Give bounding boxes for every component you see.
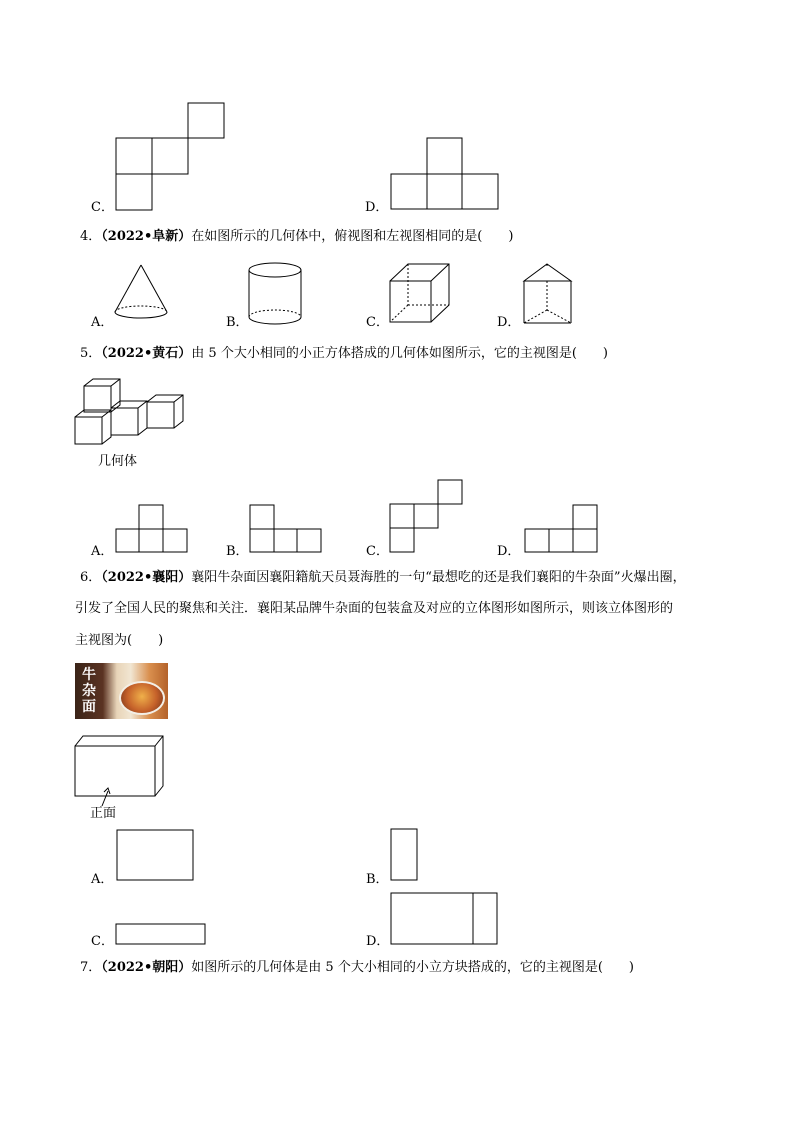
q6-option-a-label[interactable]: A． [91, 872, 114, 887]
question-source: （2022•阜新） [101, 229, 192, 244]
q6-stem-line-2: 引发了全国人民的聚焦和关注．襄阳某品牌牛杂面的包装盒及对应的立体图形如图所示，则该立体图形的 [75, 601, 674, 616]
q4-option-d-label[interactable]: D． [497, 315, 521, 330]
question-text: 襄阳牛杂面因襄阳籍航天员聂海胜的一句“最想吃的还是我们襄阳的牛杂面”火爆出圈， [191, 570, 686, 585]
q4-stem [80, 229, 513, 245]
noodle-package-photo [75, 663, 168, 719]
q4-option-c-label[interactable]: C． [366, 315, 389, 330]
q6-stem-line-1 [80, 570, 686, 586]
q5-stem [80, 346, 608, 362]
q4-option-a-label[interactable]: A． [91, 315, 114, 330]
question-text: 在如图所示的几何体中，俯视图和左视图相同的是( ) [191, 229, 514, 244]
q6-option-d-label[interactable]: D． [366, 934, 390, 949]
question-text: 如图所示的几何体是由 5 个大小相同的小立方块搭成的，它的主视图是( ) [191, 960, 634, 975]
q7-stem [80, 960, 634, 976]
q5-option-c-label[interactable]: C． [366, 544, 389, 559]
question-source: （2022•黄石） [101, 346, 192, 361]
q5-option-d-label[interactable]: D． [497, 544, 521, 559]
q6-option-c-label[interactable]: C． [91, 934, 114, 949]
q6-option-b-label[interactable]: B． [366, 872, 389, 887]
question-source: （2022•朝阳） [101, 960, 192, 975]
q5-option-a-label[interactable]: A． [91, 544, 114, 559]
q4-option-b-label[interactable]: B． [226, 315, 249, 330]
q6-stem-line-3: 主视图为( ) [75, 633, 164, 648]
question-text: 由 5 个大小相同的小正方体搭成的几何体如图所示，它的主视图是( ) [191, 346, 608, 361]
figure-caption: 几何体 [98, 454, 138, 469]
q3-option-d-label[interactable]: D． [365, 200, 389, 215]
q6-option-d-figure [0, 0, 1, 1]
front-label: 正面 [90, 806, 117, 821]
q3-option-c-label[interactable]: C． [91, 200, 114, 215]
question-number: 6． [80, 570, 102, 585]
question-number: 5． [80, 346, 102, 361]
question-number: 4． [80, 229, 102, 244]
noodle-bowl-icon [119, 681, 165, 715]
question-number: 7． [80, 960, 102, 975]
question-source: （2022•襄阳） [101, 570, 192, 585]
photo-sign-text: 牛杂面 [82, 667, 96, 715]
q5-option-b-label[interactable]: B． [226, 544, 249, 559]
